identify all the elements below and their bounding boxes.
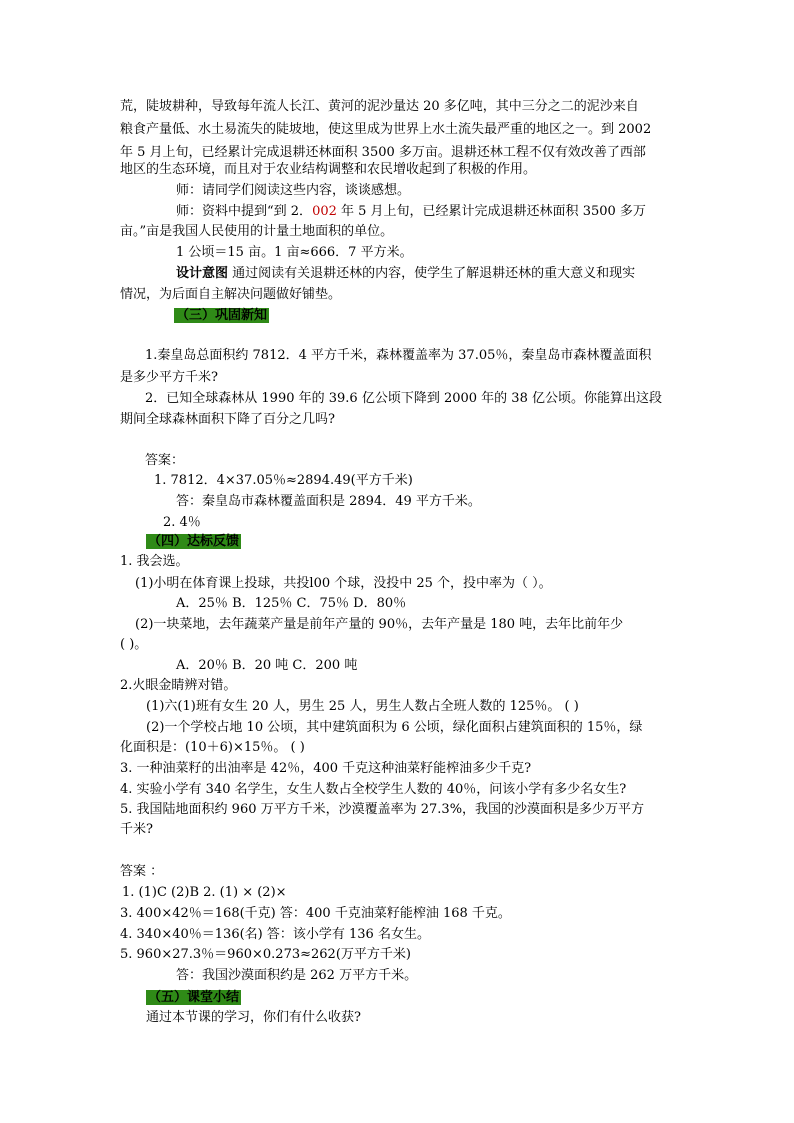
question-line: 2．已知全球森林从 1990 年的 39.6 亿公顷下降到 2000 年的 38 亿公顷。你能算出这段 — [145, 391, 662, 406]
exercise-line: 5. 我国陆地面积约 960 万平方千米，沙漠覆盖率为 27.3%，我国的沙漠面积是多少万平方 — [120, 802, 645, 817]
exercise-line: 化面积是：(10＋6)×15％。 ( ) — [120, 740, 305, 755]
exercise-line: (1)六(1)班有女生 20 人，男生 25 人，男生人数占全班人数的 125％。 ( ) — [146, 699, 579, 714]
answer-line: 3. 400×42％＝168(千克) 答：400 千克油菜籽能榨油 168 千克。 — [120, 906, 511, 921]
answer-line: 2. 4％ — [163, 515, 201, 530]
exercise-line: (2)一块菜地，去年蔬菜产量是前年产量的 90％，去年产量是 180 吨，去年比前年少 — [135, 617, 624, 632]
section-heading: （三）巩固新知 — [176, 308, 268, 323]
paragraph-line: 粮食产量低、水土易流失的陡坡地，使这里成为世界上水土流失最严重的地区之一。到 2002 — [120, 122, 652, 137]
question-line: 期间全球森林面积下降了百分之几吗? — [120, 412, 335, 427]
answer-line: 1. (1)C (2)B 2. (1) × (2)× — [122, 885, 287, 900]
teacher-line-cont: 亩。”亩是我国人民使用的计量土地面积的单位。 — [120, 224, 394, 239]
exercise-line: 3. 一种油菜籽的出油率是 42％，400 千克这种油菜籽能榨油多少千克? — [120, 761, 532, 776]
exercise-line: (2)一个学校占地 10 公顷，其中建筑面积为 6 公顷，绿化面积占建筑面积的 15％，绿 — [146, 720, 643, 735]
paragraph-line: 荒，陡坡耕种，导致每年流人长江、黄河的泥沙量达 20 多亿吨，其中三分之二的泥沙来自 — [120, 99, 639, 114]
exercise-title: 1. 我会选。 — [120, 554, 189, 569]
paragraph-line: 年 5 月上旬，已经累计完成退耕还林面积 3500 多万亩。退耕还林工程不仅有效改善了西部 — [120, 145, 646, 160]
design-intent: 设计意图 通过阅读有关退耕还林的内容，使学生了解退耕还林的重大意义和现实 — [176, 266, 636, 281]
exercise-options: A．25％ B．125％ C．75％ D．80％ — [176, 596, 407, 611]
exercise-line: (1)小明在体育课上投球，共投l00 个球，没投中 25 个，投中率为（ ）。 — [135, 576, 552, 591]
paragraph-line: 地区的生态环境，而且对于农业结构调整和农民增收起到了积极的作用。 — [120, 162, 537, 177]
exercise-line: 4. 实验小学有 340 名学生，女生人数占全校学生人数的 40％，问该小学有多少名女生? — [120, 782, 627, 797]
design-intent-cont: 情况，为后面自主解决问题做好铺垫。 — [120, 287, 342, 302]
design-intent-label: 设计意图 — [176, 266, 229, 281]
answer-line: 答：我国沙漠面积约是 262 万平方千米。 — [176, 968, 418, 983]
section-heading: （四）达标反馈 — [148, 534, 240, 549]
unit-line: 1 公顷＝15 亩。1 亩≈666．7 平方米。 — [176, 245, 413, 260]
answer-line: 1. 7812．4×37.05％≈2894.49(平方千米) — [154, 473, 413, 488]
answer-line: 5. 960×27.3％＝960×0.273≈262(万平方千米) — [120, 947, 411, 962]
exercise-options: A．20％ B．20 吨 C．200 吨 — [176, 658, 358, 673]
exercise-line: ( )。 — [120, 637, 148, 652]
question-line: 是多少平方千米? — [120, 370, 218, 385]
exercise-line: 千米? — [120, 822, 153, 837]
question-line: 1.秦皇岛总面积约 7812．4 平方千米，森林覆盖率为 37.05％，秦皇岛市森林覆盖面积 — [145, 348, 652, 363]
summary-line: 通过本节课的学习，你们有什么收获? — [146, 1010, 361, 1025]
teacher-line: 师：资料中提到“到 2．002 年 5 月上旬，已经累计完成退耕还林面积 3500 多万 — [176, 204, 646, 219]
teacher-line: 师：请同学们阅读这些内容，谈谈感想。 — [176, 183, 411, 198]
answer-title: 答案： — [145, 453, 185, 468]
answer-line: 答：秦皇岛市森林覆盖面积是 2894．49 平方千米。 — [176, 494, 481, 509]
answer-title: 答案 ： — [120, 864, 164, 879]
answer-line: 4. 340×40％＝136(名) 答：该小学有 136 名女生。 — [120, 927, 430, 942]
exercise-title: 2.火眼金睛辨对错。 — [120, 678, 237, 693]
section-heading: （五）课堂小结 — [148, 990, 240, 1005]
highlight-text: 002 — [312, 204, 337, 219]
